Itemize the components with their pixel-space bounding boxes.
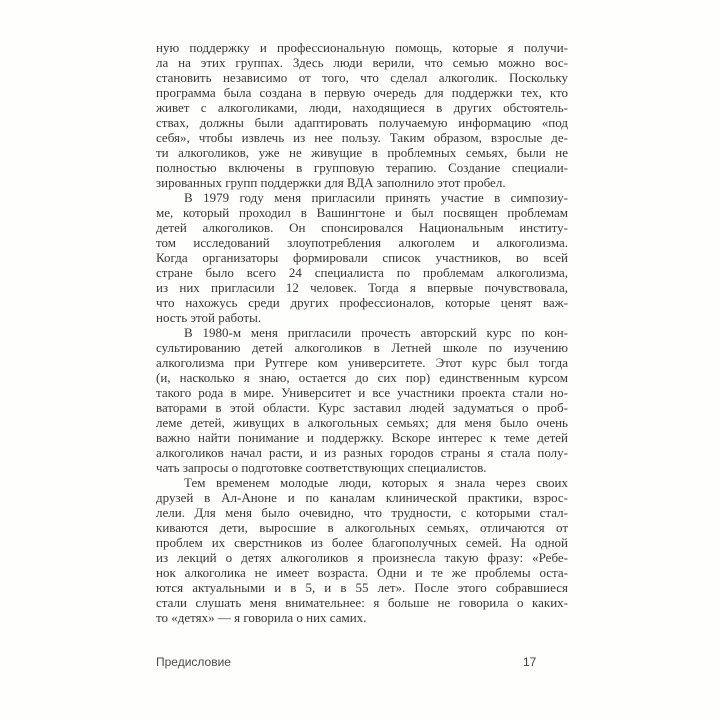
- text-line: полностью включены в групповую терапию. Создание специали-: [156, 160, 568, 175]
- text-line: из лекций о детях алкоголиков я произнесла такую фразу: «Ребе-: [156, 550, 568, 565]
- text-line: такого рода в мире. Университет и все участники проекта стали но-: [156, 385, 568, 400]
- text-line: становить независимо от того, что сделал алкоголик. Поскольку: [156, 70, 568, 85]
- paragraph: [156, 325, 568, 475]
- text-line: друзей в Ал-Аноне и по каналам клинической практики, взрос-: [156, 490, 568, 505]
- text-line: Тем временем молодые люди, которых я знала через своих: [184, 475, 568, 490]
- text-line: нок алкоголика не имеет возраста. Одни и те же проблемы оста-: [156, 565, 568, 580]
- text-line: ла на этих группах. Здесь люди верили, что семью можно вос-: [156, 55, 568, 70]
- text-line: чать запросы о подготовке соответствующих специалистов.: [156, 460, 487, 475]
- page-number: 17: [523, 655, 537, 669]
- text-line: проблем их сверстников из более благополучных семей. На одной: [156, 535, 568, 550]
- text-line: стали слушать меня внимательнее: я больше не говорила о каких-: [156, 595, 568, 610]
- text-line: ваторами в этой области. Курс заставил людей задуматься о проб-: [156, 400, 568, 415]
- text-line: стране было всего 24 специалиста по проблемам алкоголизма,: [156, 265, 568, 280]
- text-line: том исследований злоупотребления алкоголем и алкоголизма.: [156, 235, 568, 250]
- text-line: В 1980-м меня пригласили прочесть авторский курс по кон-: [184, 325, 568, 340]
- footer-section-label: Предисловие: [156, 655, 231, 669]
- text-line: алкоголизма при Рутгере ком университете. Этот курс был тогда: [156, 355, 568, 370]
- text-line: важно найти понимание и поддержку. Вскоре интерес к теме детей: [156, 430, 568, 445]
- text-line: ме, который проходил в Вашингтоне и был посвящен проблемам: [156, 205, 568, 220]
- paragraph: [156, 475, 568, 625]
- text-line: себя», чтобы извлечь из нее пользу. Таким образом, взрослые де-: [156, 130, 568, 145]
- text-line: (и, насколько я знаю, остается до сих пор) единственным курсом: [156, 370, 568, 385]
- text-column: [156, 40, 568, 625]
- text-line: леме детей, живущих в алкогольных семьях; для меня было очень: [156, 415, 568, 430]
- text-line: ются актуальными и в 5, и в 55 лет». После этого собравшиеся: [156, 580, 568, 595]
- text-line: то «детях» — я говорила о них самих.: [156, 610, 367, 625]
- text-line: алкоголиков начал расти, и из разных городов страны я стала полу-: [156, 445, 568, 460]
- text-line: киваются дети, выросшие в алкогольных семьях, отличаются от: [156, 520, 568, 535]
- paragraph: [156, 40, 568, 190]
- text-line: программа была создана в первую очередь для поддержки тех, кто: [156, 85, 568, 100]
- text-line: Когда организаторы формировали список участников, во всей: [156, 250, 568, 265]
- text-line: ствах, должны были адаптировать получаемую информацию «под: [156, 115, 568, 130]
- paragraph: [156, 190, 568, 325]
- text-line: что нахожусь среди других профессионалов, которые ценят важ-: [156, 295, 568, 310]
- text-line: живет с алкоголиками, люди, находящиеся в других обстоятель-: [156, 100, 568, 115]
- text-line: В 1979 году меня пригласили принять участие в симпозиу-: [184, 190, 568, 205]
- page-footer: [156, 655, 568, 671]
- text-line: ти алкоголиков, уже не живущие в проблемных семьях, были не: [156, 145, 568, 160]
- text-line: зированных групп поддержки для ВДА заполнило этот пробел.: [156, 175, 506, 190]
- text-line: детей алкоголиков. Он спонсировался Национальным институ-: [156, 220, 568, 235]
- text-line: ность этой работы.: [156, 310, 262, 325]
- text-line: лели. Для меня было очевидно, что трудности, с которыми стал-: [156, 505, 568, 520]
- text-line: из них пригласили 12 человек. Тогда я впервые почувствовала,: [156, 280, 568, 295]
- text-line: сультированию детей алкоголиков в Летней школе по изучению: [156, 340, 568, 355]
- text-line: ную поддержку и профессиональную помощь, которые я получи-: [156, 40, 568, 55]
